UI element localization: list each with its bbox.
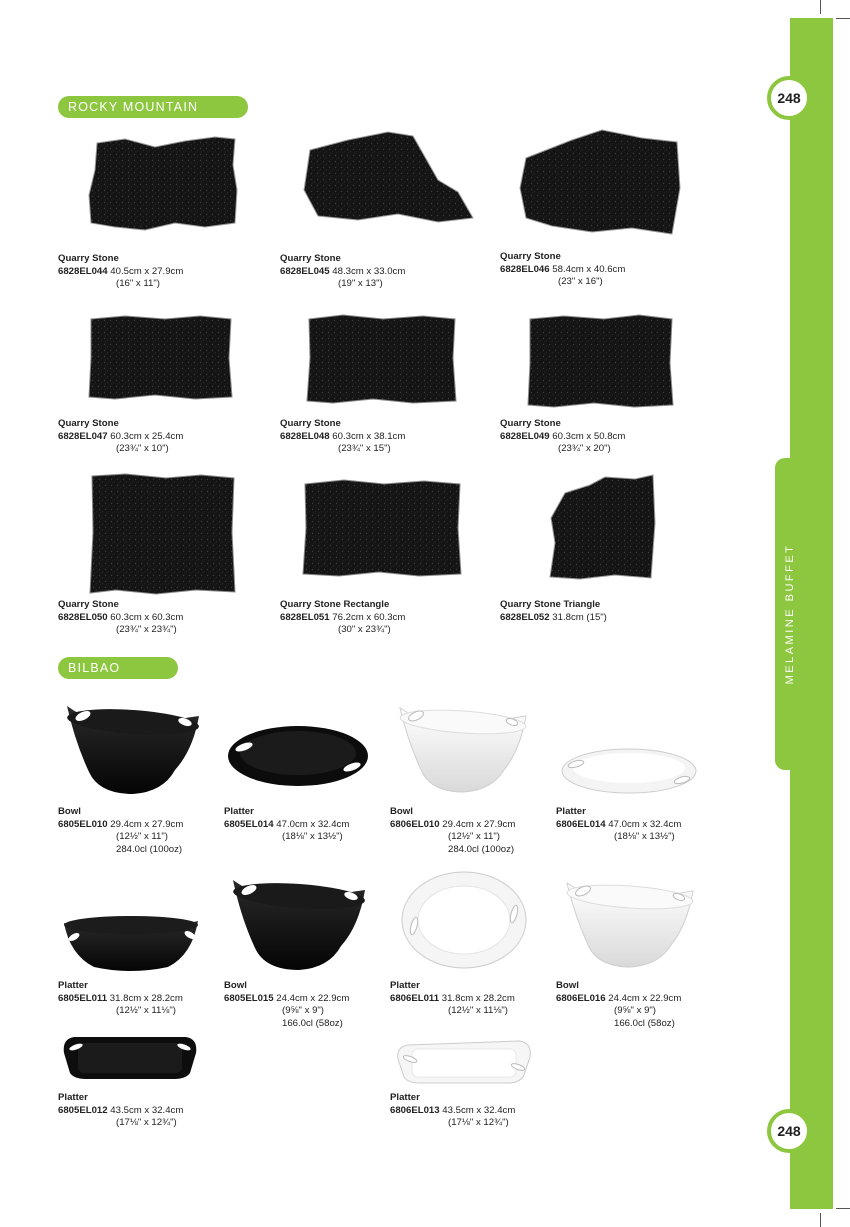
product-dimensions: 47.0cm x 32.4cm [276, 818, 350, 830]
product-dimensions: 43.5cm x 32.4cm [442, 1104, 516, 1116]
product-inches: (9⅝" x 9") [614, 1005, 657, 1017]
product-caption [58, 806, 183, 856]
product-capacity: 166.0cl (58oz) [614, 1017, 675, 1029]
product-code: 6828EL051 [280, 611, 330, 623]
product-name: Platter [58, 1092, 88, 1103]
product-image-white-platter [394, 1039, 534, 1085]
product-image-white-platter [560, 746, 698, 796]
product-image-quarry-stone [524, 313, 676, 409]
product-name: Quarry Stone [280, 418, 341, 429]
product-code: 6806EL016 [556, 992, 606, 1004]
crop-mark [836, 1208, 850, 1209]
product-inches: (23¾" x 10") [116, 443, 169, 455]
product-name: Platter [390, 1092, 420, 1103]
product-caption [500, 251, 625, 289]
crop-mark [836, 18, 850, 19]
product-caption [280, 418, 405, 456]
product-image-white-platter [400, 870, 528, 970]
product-name: Platter [390, 980, 420, 991]
product-inches: (12½" x 11⅛") [448, 1005, 508, 1017]
crop-mark [820, 0, 821, 14]
product-caption [58, 1092, 183, 1130]
product-inches: (16" x 11") [116, 278, 160, 290]
product-inches: (19" x 13") [338, 278, 383, 290]
product-image-black-platter [60, 909, 202, 975]
product-caption [58, 418, 183, 456]
product-code: 6806EL011 [390, 992, 440, 1004]
product-image-quarry-stone [85, 135, 245, 235]
product-image-quarry-stone-rectangle [299, 478, 464, 578]
section-header-bilbao: BILBAO [58, 657, 178, 679]
product-dimensions: 60.3cm x 50.8cm [552, 430, 626, 442]
product-caption [556, 980, 681, 1030]
product-caption [556, 806, 681, 844]
page-number-top: 248 [767, 76, 811, 120]
product-image-black-bowl [63, 700, 203, 798]
product-name: Quarry Stone Triangle [500, 599, 601, 610]
product-code: 6805EL010 [58, 818, 108, 830]
product-name: Quarry Stone [500, 418, 561, 429]
product-dimensions: 48.3cm x 33.0cm [332, 265, 406, 277]
product-image-quarry-stone [86, 472, 236, 596]
product-inches: (12½" x 11") [116, 831, 168, 843]
product-code: 6828EL049 [500, 430, 550, 442]
product-name: Quarry Stone [58, 253, 119, 264]
product-name: Platter [58, 980, 88, 991]
product-image-quarry-stone [303, 313, 459, 405]
product-code: 6805EL014 [224, 818, 274, 830]
product-caption [280, 253, 405, 291]
product-capacity: 284.0cl (100oz) [448, 843, 515, 855]
product-code: 6805EL015 [224, 992, 274, 1004]
product-name: Bowl [224, 980, 247, 991]
product-inches: (12½" x 11⅛") [116, 1005, 176, 1017]
product-image-white-bowl [563, 877, 697, 969]
product-name: Quarry Stone [280, 253, 341, 264]
product-dimensions: 31.8cm x 28.2cm [109, 992, 183, 1004]
product-name: Bowl [556, 980, 579, 991]
product-dimensions: 31.8cm (15") [552, 611, 607, 623]
product-inches: (23¾" x 20") [558, 443, 611, 455]
product-image-white-bowl [396, 702, 530, 794]
crop-mark [820, 1213, 821, 1227]
product-dimensions: 58.4cm x 40.6cm [552, 263, 626, 275]
product-dimensions: 24.4cm x 22.9cm [276, 992, 350, 1004]
product-caption [390, 980, 515, 1018]
product-inches: (23¾" x 23¾") [116, 624, 177, 636]
product-code: 6806EL010 [390, 818, 440, 830]
product-image-black-platter [60, 1033, 200, 1081]
product-inches: (12½" x 11") [448, 831, 500, 843]
product-dimensions: 31.8cm x 28.2cm [441, 992, 515, 1004]
product-inches: (18⅛" x 13½") [614, 831, 675, 843]
product-caption [58, 599, 183, 637]
product-inches: (23¾" x 15") [338, 443, 391, 455]
product-dimensions: 60.3cm x 60.3cm [110, 611, 184, 623]
product-name: Bowl [390, 806, 413, 817]
product-code: 6805EL012 [58, 1104, 108, 1116]
product-caption [280, 599, 405, 637]
product-name: Platter [224, 806, 254, 817]
product-image-quarry-stone [512, 128, 684, 240]
product-image-quarry-stone [85, 313, 235, 401]
product-code: 6828EL044 [58, 265, 108, 277]
product-name: Bowl [58, 806, 81, 817]
product-image-quarry-stone-triangle [545, 473, 660, 583]
product-caption [500, 599, 607, 624]
product-caption [500, 418, 625, 456]
product-name: Quarry Stone [58, 599, 119, 610]
product-code: 6806EL013 [390, 1104, 440, 1116]
product-dimensions: 76.2cm x 60.3cm [332, 611, 406, 623]
product-capacity: 284.0cl (100oz) [116, 843, 183, 855]
product-image-black-platter [226, 723, 370, 789]
product-caption [390, 806, 515, 856]
product-dimensions: 43.5cm x 32.4cm [110, 1104, 184, 1116]
product-code: 6805EL011 [58, 992, 108, 1004]
product-code: 6828EL047 [58, 430, 108, 442]
product-dimensions: 60.3cm x 38.1cm [332, 430, 406, 442]
product-name: Platter [556, 806, 586, 817]
product-inches: (30" x 23¾") [338, 624, 391, 636]
product-dimensions: 29.4cm x 27.9cm [442, 818, 516, 830]
product-dimensions: 60.3cm x 25.4cm [110, 430, 184, 442]
page-number-bottom: 248 [767, 1109, 811, 1153]
product-caption [390, 1092, 515, 1130]
product-dimensions: 29.4cm x 27.9cm [110, 818, 184, 830]
product-name: Quarry Stone Rectangle [280, 599, 390, 610]
section-header-rocky-mountain-high: ROCKY MOUNTAIN HIGH [58, 96, 248, 118]
product-code: 6828EL045 [280, 265, 330, 277]
product-inches: (18⅛" x 13½") [282, 831, 343, 843]
product-code: 6828EL050 [58, 611, 108, 623]
product-name: Quarry Stone [58, 418, 119, 429]
product-inches: (17⅛" x 12¾") [116, 1117, 177, 1129]
product-code: 6828EL048 [280, 430, 330, 442]
side-section-label: MELAMINE BUFFET [784, 543, 796, 685]
product-capacity: 166.0cl (58oz) [282, 1017, 343, 1029]
product-code: 6828EL052 [500, 611, 550, 623]
product-inches: (17⅛" x 12¾") [448, 1117, 509, 1129]
product-caption [224, 980, 349, 1030]
product-dimensions: 24.4cm x 22.9cm [608, 992, 682, 1004]
product-dimensions: 47.0cm x 32.4cm [608, 818, 682, 830]
product-code: 6828EL046 [500, 263, 550, 275]
product-caption [58, 253, 183, 291]
product-dimensions: 40.5cm x 27.9cm [110, 265, 184, 277]
product-code: 6806EL014 [556, 818, 606, 830]
product-caption [58, 980, 183, 1018]
product-name: Quarry Stone [500, 251, 561, 262]
product-caption [224, 806, 349, 844]
product-inches: (9⅝" x 9") [282, 1005, 325, 1017]
product-image-black-bowl [229, 874, 369, 974]
product-image-quarry-stone [298, 130, 476, 228]
product-inches: (23" x 16") [558, 276, 603, 288]
